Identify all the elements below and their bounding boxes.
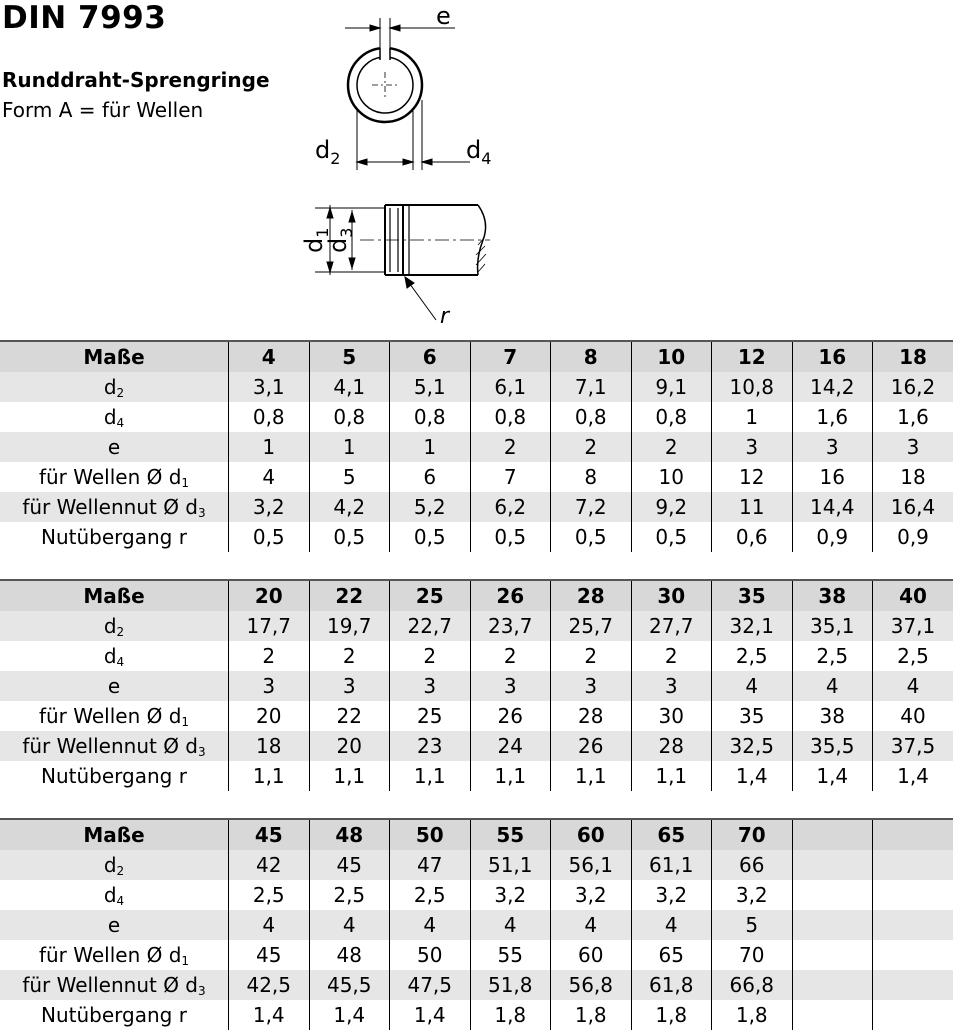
table-cell: 50	[390, 940, 471, 970]
table-cell: 3	[712, 432, 793, 462]
row-label-text: für Wellen Ø d	[38, 465, 182, 489]
row-d1	[0, 940, 953, 970]
table-cell: 2	[470, 432, 551, 462]
label-d3: $d_3$	[324, 227, 356, 253]
row-label: Nutübergang r	[41, 525, 187, 549]
table-cell	[873, 880, 954, 910]
table-cell: 70	[712, 940, 793, 970]
dimension-table-2	[0, 579, 953, 791]
row-label: e	[0, 671, 229, 701]
table-cell: 24	[470, 731, 551, 761]
row-r	[0, 1000, 953, 1030]
table-cell: 2	[631, 641, 712, 671]
row-label	[0, 611, 229, 641]
row-label-text: für Wellen Ø d	[38, 943, 182, 967]
table-cell: 2,5	[390, 880, 471, 910]
row-label-subscript: 4	[116, 655, 125, 669]
table-cell: 3	[309, 671, 390, 701]
row-label	[0, 641, 229, 671]
table-cell: 16,2	[873, 372, 954, 402]
row-label	[0, 701, 229, 731]
table-cell: 6,1	[470, 372, 551, 402]
table-cell	[792, 1000, 873, 1030]
table-cell: 3	[873, 432, 954, 462]
table-cell: 66	[712, 850, 793, 880]
table-cell: 8	[551, 462, 632, 492]
table-cell: 11	[712, 492, 793, 522]
table-cell: 16,4	[873, 492, 954, 522]
table-cell: 7	[470, 462, 551, 492]
table-cell: 14,4	[792, 492, 873, 522]
table-cell: 1,8	[551, 1000, 632, 1030]
table-cell: 0,6	[712, 522, 793, 552]
table-cell: 7,1	[551, 372, 632, 402]
table-cell: 35,1	[792, 611, 873, 641]
page-title: DIN 7993	[2, 0, 167, 36]
table-cell: 28	[551, 701, 632, 731]
table-cell: 61,1	[631, 850, 712, 880]
row-label: Maße	[0, 819, 229, 850]
table-cell: 18	[873, 462, 954, 492]
leader-r	[405, 277, 436, 320]
table-cell: 12	[712, 462, 793, 492]
table-cell: 3	[229, 671, 310, 701]
row-e	[0, 671, 953, 701]
table-cell: 5	[712, 910, 793, 940]
row-label	[0, 940, 229, 970]
row-label-subscript: 1	[181, 715, 190, 729]
table-cell: 38	[792, 580, 873, 611]
table-cell	[873, 910, 954, 940]
row-label: Maße	[0, 580, 229, 611]
row-label: e	[0, 910, 229, 940]
table-cell: 38	[792, 701, 873, 731]
table-cell: 3,2	[551, 880, 632, 910]
table-cell: 42	[229, 850, 310, 880]
row-label	[0, 372, 229, 402]
table-cell: 26	[551, 731, 632, 761]
row-label-text: d	[103, 853, 117, 877]
row-d3	[0, 492, 953, 522]
row-d4	[0, 880, 953, 910]
table-cell: 28	[631, 731, 712, 761]
table-cell: 1,4	[309, 1000, 390, 1030]
table-cell: 50	[390, 819, 471, 850]
table-cell: 35,5	[792, 731, 873, 761]
table-cell: 37,5	[873, 731, 954, 761]
table-cell: 1,8	[470, 1000, 551, 1030]
table-cell: 4	[229, 462, 310, 492]
table-cell: 0,8	[551, 402, 632, 432]
row-label-subscript: 2	[116, 864, 125, 878]
table-cell: 3,2	[712, 880, 793, 910]
table-cell: 66,8	[712, 970, 793, 1000]
table-cell: 30	[631, 580, 712, 611]
table-cell: 4	[229, 910, 310, 940]
table-cell: 40	[873, 580, 954, 611]
table-cell: 0,5	[390, 522, 471, 552]
table-cell: 30	[631, 701, 712, 731]
table-cell: 22	[309, 580, 390, 611]
table-cell	[792, 910, 873, 940]
table-cell	[792, 850, 873, 880]
table-cell: 0,5	[229, 522, 310, 552]
row-label-subscript: 2	[116, 386, 125, 400]
table-cell: 10	[631, 462, 712, 492]
table-cell: 4	[712, 671, 793, 701]
table-cell: 14,2	[792, 372, 873, 402]
row-label-text: d	[103, 405, 117, 429]
table-cell: 20	[229, 580, 310, 611]
row-label-text: d	[103, 644, 117, 668]
table-cell: 6,2	[470, 492, 551, 522]
table-cell: 2,5	[873, 641, 954, 671]
table-cell: 6	[390, 462, 471, 492]
table-cell: 1	[309, 432, 390, 462]
row-label: e	[0, 432, 229, 462]
table-cell: 5	[309, 462, 390, 492]
table-cell	[873, 970, 954, 1000]
row-label: Nutübergang r	[41, 1003, 187, 1027]
table-cell	[873, 1000, 954, 1030]
table-cell	[873, 940, 954, 970]
row-label-subscript: 3	[198, 745, 206, 759]
table-cell: 35	[712, 701, 793, 731]
row-d1	[0, 701, 953, 731]
row-d3	[0, 970, 953, 1000]
row-r	[0, 761, 953, 791]
table-cell: 12	[712, 341, 793, 372]
row-label	[0, 402, 229, 432]
table-cell: 1,4	[712, 761, 793, 791]
row-label: Maße	[0, 341, 229, 372]
table-cell: 35	[712, 580, 793, 611]
table-cell: 0,5	[631, 522, 712, 552]
table-cell: 22,7	[390, 611, 471, 641]
table-cell: 5,2	[390, 492, 471, 522]
table-cell: 0,8	[631, 402, 712, 432]
table-cell: 6	[390, 341, 471, 372]
row-label-text: d	[103, 375, 117, 399]
table-cell: 5	[309, 341, 390, 372]
table-cell: 47	[390, 850, 471, 880]
table-cell: 48	[309, 940, 390, 970]
table-cell: 2	[309, 641, 390, 671]
table-cell: 4	[551, 910, 632, 940]
label-r: r	[440, 304, 450, 329]
table-cell: 25	[390, 701, 471, 731]
table-cell: 0,5	[551, 522, 632, 552]
row-label	[0, 731, 229, 761]
table-cell: 70	[712, 819, 793, 850]
row-label-subscript: 4	[116, 416, 125, 430]
table-cell: 22	[309, 701, 390, 731]
table-cell: 2	[551, 641, 632, 671]
table-cell: 19,7	[309, 611, 390, 641]
table-cell: 4	[792, 671, 873, 701]
table-cell: 45,5	[309, 970, 390, 1000]
table-cell: 2	[631, 432, 712, 462]
header-row	[0, 819, 953, 850]
row-label-text: für Wellennut Ø d	[22, 973, 198, 997]
table-cell	[873, 850, 954, 880]
table-cell: 1,4	[792, 761, 873, 791]
table-cell: 32,1	[712, 611, 793, 641]
table-cell: 27,7	[631, 611, 712, 641]
label-d2: $d_2$	[315, 136, 341, 168]
row-label	[0, 970, 229, 1000]
table-cell: 3,1	[229, 372, 310, 402]
table-cell: 45	[229, 940, 310, 970]
form-description: Form A = für Wellen	[2, 98, 204, 122]
table-cell: 45	[309, 850, 390, 880]
table-cell: 0,8	[390, 402, 471, 432]
table-cell: 20	[229, 701, 310, 731]
table-cell: 2,5	[309, 880, 390, 910]
table-cell: 1,4	[873, 761, 954, 791]
table-cell: 1,1	[229, 761, 310, 791]
label-d1: $d_1$	[300, 227, 332, 253]
table-cell: 2,5	[792, 641, 873, 671]
table-cell: 48	[309, 819, 390, 850]
row-label-subscript: 1	[181, 954, 190, 968]
table-cell: 61,8	[631, 970, 712, 1000]
table-cell: 8	[551, 341, 632, 372]
table-cell: 10	[631, 341, 712, 372]
table-cell: 25,7	[551, 611, 632, 641]
dimension-table-1	[0, 340, 953, 552]
table-cell	[792, 970, 873, 1000]
table-cell: 2	[229, 641, 310, 671]
row-label-text: für Wellennut Ø d	[22, 495, 198, 519]
table-cell: 7,2	[551, 492, 632, 522]
table-cell: 2	[551, 432, 632, 462]
table-cell: 7	[470, 341, 551, 372]
table-cell: 0,8	[470, 402, 551, 432]
table-cell: 3	[792, 432, 873, 462]
label-e: e	[436, 2, 451, 30]
table-cell: 1	[229, 432, 310, 462]
row-e	[0, 910, 953, 940]
table-cell: 18	[229, 731, 310, 761]
table-cell: 51,1	[470, 850, 551, 880]
table-cell: 1,8	[631, 1000, 712, 1030]
table-cell: 60	[551, 819, 632, 850]
table-cell: 3	[551, 671, 632, 701]
table-cell: 55	[470, 819, 551, 850]
header-row	[0, 580, 953, 611]
table-cell: 0,8	[229, 402, 310, 432]
row-d2	[0, 850, 953, 880]
table-cell: 1	[712, 402, 793, 432]
dimension-table-3	[0, 818, 953, 1030]
row-d2	[0, 372, 953, 402]
table-cell: 3,2	[470, 880, 551, 910]
row-label-text: d	[103, 883, 117, 907]
table-cell	[792, 819, 873, 850]
row-label	[0, 492, 229, 522]
table-cell: 3	[470, 671, 551, 701]
table-cell: 45	[229, 819, 310, 850]
table-cell: 26	[470, 701, 551, 731]
table-cell: 1,6	[792, 402, 873, 432]
table-cell: 1,1	[470, 761, 551, 791]
table-cell: 60	[551, 940, 632, 970]
table-cell: 4	[390, 910, 471, 940]
table-cell: 17,7	[229, 611, 310, 641]
table-cell	[792, 940, 873, 970]
table-cell	[873, 819, 954, 850]
table-cell: 1,1	[631, 761, 712, 791]
table-cell: 2	[470, 641, 551, 671]
row-label-subscript: 1	[181, 476, 190, 490]
row-label-subscript: 4	[116, 894, 125, 908]
table-cell: 9,1	[631, 372, 712, 402]
table-cell: 42,5	[229, 970, 310, 1000]
table-cell: 1,6	[873, 402, 954, 432]
table-cell: 3	[631, 671, 712, 701]
row-d4	[0, 641, 953, 671]
row-e	[0, 432, 953, 462]
table-cell: 1,1	[390, 761, 471, 791]
table-cell: 26	[470, 580, 551, 611]
table-cell	[792, 880, 873, 910]
table-cell: 4	[873, 671, 954, 701]
row-d4	[0, 402, 953, 432]
table-cell: 1	[390, 432, 471, 462]
table-cell: 4,2	[309, 492, 390, 522]
row-label-text: für Wellen Ø d	[38, 704, 182, 728]
table-cell: 2,5	[712, 641, 793, 671]
table-cell: 4	[309, 910, 390, 940]
shaft-side-view	[360, 205, 490, 275]
table-cell: 28	[551, 580, 632, 611]
table-cell: 16	[792, 341, 873, 372]
table-cell: 18	[873, 341, 954, 372]
table-cell: 32,5	[712, 731, 793, 761]
ring-top-view	[348, 42, 422, 122]
table-cell: 3	[390, 671, 471, 701]
table-cell: 5,1	[390, 372, 471, 402]
table-cell: 2	[390, 641, 471, 671]
row-label-text: für Wellennut Ø d	[22, 734, 198, 758]
table-cell: 25	[390, 580, 471, 611]
row-label: Nutübergang r	[41, 764, 187, 788]
table-cell: 0,9	[792, 522, 873, 552]
table-cell: 1,4	[229, 1000, 310, 1030]
row-label	[0, 462, 229, 492]
table-cell: 1,1	[551, 761, 632, 791]
table-cell: 56,1	[551, 850, 632, 880]
table-cell: 56,8	[551, 970, 632, 1000]
row-label-subscript: 3	[198, 984, 206, 998]
header-row	[0, 341, 953, 372]
row-label-text: d	[103, 614, 117, 638]
table-cell: 0,5	[470, 522, 551, 552]
table-cell: 0,9	[873, 522, 954, 552]
table-cell: 40	[873, 701, 954, 731]
table-cell: 23,7	[470, 611, 551, 641]
row-r	[0, 522, 953, 552]
table-cell: 9,2	[631, 492, 712, 522]
table-cell: 3,2	[631, 880, 712, 910]
table-cell: 65	[631, 940, 712, 970]
table-cell: 37,1	[873, 611, 954, 641]
row-d2	[0, 611, 953, 641]
table-cell: 47,5	[390, 970, 471, 1000]
table-cell: 4	[631, 910, 712, 940]
row-label	[0, 850, 229, 880]
table-cell: 55	[470, 940, 551, 970]
table-cell: 1,4	[390, 1000, 471, 1030]
table-cell: 16	[792, 462, 873, 492]
table-cell: 23	[390, 731, 471, 761]
table-cell: 20	[309, 731, 390, 761]
row-label-subscript: 3	[198, 506, 206, 520]
technical-drawing	[0, 0, 957, 340]
table-cell: 4,1	[309, 372, 390, 402]
table-cell: 1,8	[712, 1000, 793, 1030]
table-cell: 4	[229, 341, 310, 372]
table-cell: 1,1	[309, 761, 390, 791]
table-cell: 51,8	[470, 970, 551, 1000]
table-cell: 4	[470, 910, 551, 940]
table-cell: 0,5	[309, 522, 390, 552]
label-d4: $d_4$	[466, 136, 492, 168]
row-d3	[0, 731, 953, 761]
table-cell: 2,5	[229, 880, 310, 910]
row-label	[0, 880, 229, 910]
table-cell: 10,8	[712, 372, 793, 402]
row-d1	[0, 462, 953, 492]
table-cell: 65	[631, 819, 712, 850]
table-cell: 0,8	[309, 402, 390, 432]
subtitle: Runddraht-Sprengringe	[2, 68, 270, 92]
table-cell: 3,2	[229, 492, 310, 522]
row-label-subscript: 2	[116, 625, 125, 639]
